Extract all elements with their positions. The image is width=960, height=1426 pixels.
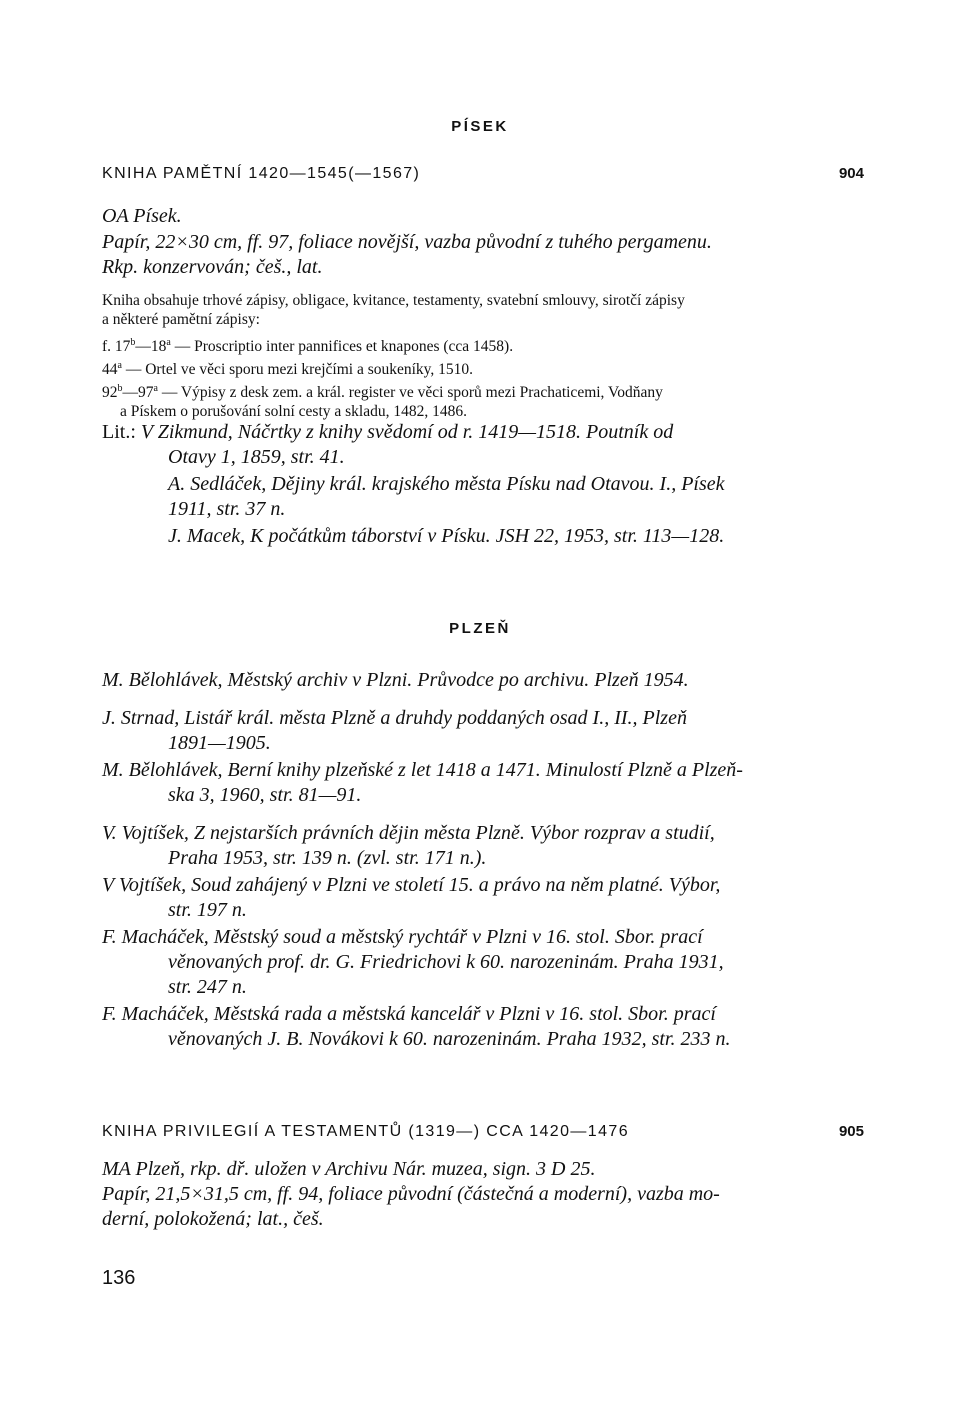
- section-title-plzen: PLZEŇ: [449, 620, 511, 637]
- bib-item-cont: 1891—1905.: [168, 732, 271, 754]
- entry-text: — Výpisy z desk zem. a král. register ve věci sporů mezi Prachaticemi, Vodňany: [157, 384, 663, 401]
- entry-row: [102, 356, 868, 379]
- bib-item-cont: věnovaných prof. dr. G. Friedrichovi k 60. narozeninám. Praha 1931,: [168, 951, 724, 973]
- literature-line-cont: Otavy 1, 1859, str. 41.: [168, 446, 345, 468]
- content-entries: [102, 333, 868, 421]
- entry-text: — Proscriptio inter pannifices et knapones (cca 1458).: [170, 338, 514, 355]
- literature-line: V Zikmund, Náčrtky z knihy svědomí od r. 1419—1518. Poutník od: [140, 421, 674, 443]
- record-title: KNIHA PRIVILEGIÍ A TESTAMENTŮ (1319—) CCA 1420—1476: [102, 1123, 629, 1140]
- entry-row-continuation: a Pískem o porušování solní cesty a skladu, 1482, 1486.: [120, 403, 467, 420]
- plzen-bibliography: [102, 668, 864, 1052]
- content-description: [102, 291, 868, 329]
- content-intro-line-2: a některé pamětní zápisy:: [102, 311, 260, 328]
- physical-description: Papír, 21,5×31,5 cm, ff. 94, foliace původní (částečná a moderní), vazba mo-: [102, 1183, 720, 1205]
- archive-location: OA Písek.: [102, 205, 182, 227]
- literature-line: J. Macek, K počátkům táborství v Písku. JSH 22, 1953, str. 113—128.: [168, 525, 725, 547]
- bib-item: J. Strnad, Listář král. města Plzně a druhdy poddaných osad I., II., Plzeň: [102, 707, 687, 729]
- bib-item: M. Bělohlávek, Berní knihy plzeňské z let 1418 a 1471. Minulostí Plzně a Plzeň-: [102, 759, 743, 781]
- entry-row: [102, 379, 868, 402]
- bib-item: V Vojtíšek, Soud zahájený v Plzni ve století 15. a právo na něm platné. Výbor,: [102, 874, 721, 896]
- entry-ref: 92$^b$—97$^a$: [102, 383, 158, 401]
- literature-line-cont: 1911, str. 37 n.: [168, 498, 286, 520]
- literature-block: [102, 420, 864, 549]
- record-number: 904: [838, 165, 864, 182]
- literature-line: A. Sedláček, Dějiny král. krajského města Písku nad Otavou. I., Písek: [168, 473, 725, 495]
- bib-item-cont: ska 3, 1960, str. 81—91.: [168, 784, 362, 806]
- record-title: KNIHA PAMĚTNÍ 1420—1545(—1567): [102, 165, 421, 182]
- bib-item: F. Macháček, Městská rada a městská kancelář v Plzni v 16. stol. Sbor. prací: [102, 1003, 716, 1025]
- binding-language: derní, polokožená; lat., češ.: [102, 1208, 324, 1230]
- physical-description: Papír, 22×30 cm, ff. 97, foliace novější, vazba původní z tuhého pergamenu.: [102, 231, 712, 253]
- bib-item-cont: str. 247 n.: [168, 976, 247, 998]
- bib-item: V. Vojtíšek, Z nejstarších právních dějin města Plzně. Výbor rozprav a studií,: [102, 822, 715, 844]
- entry-text: — Ortel ve věci sporu mezi krejčími a soukeníky, 1510.: [121, 361, 474, 378]
- record-number: 905: [838, 1123, 864, 1140]
- bib-item: M. Bělohlávek, Městský archiv v Plzni. Průvodce po archivu. Plzeň 1954.: [102, 669, 689, 691]
- record-heading-904: [102, 165, 864, 185]
- literature-label: Lit.:: [102, 421, 136, 443]
- entry-ref: f. 17$^b$—18$^a$: [102, 337, 171, 355]
- entry-ref: 44$^a$: [102, 360, 122, 378]
- section-title-pisek: PÍSEK: [451, 118, 509, 135]
- bib-item-cont: věnovaných J. B. Novákovi k 60. narozeninám. Praha 1932, str. 233 n.: [168, 1028, 731, 1050]
- literature-item: [102, 420, 864, 445]
- bib-item: F. Macháček, Městský soud a městský rychtář v Plzni v 16. stol. Sbor. prací: [102, 926, 703, 948]
- content-intro-line-1: Kniha obsahuje trhové zápisy, obligace, kvitance, testamenty, svatební smlouvy, sirotčí zápisy: [102, 292, 685, 309]
- bib-item-cont: Praha 1953, str. 139 n. (zvl. str. 171 n.).: [168, 847, 487, 869]
- archive-location: MA Plzeň, rkp. dř. uložen v Archivu Nár. muzea, sign. 3 D 25.: [102, 1158, 596, 1180]
- entry-row: [102, 333, 868, 356]
- bib-item-cont: str. 197 n.: [168, 899, 247, 921]
- record-heading-905: [102, 1123, 864, 1143]
- page-number: 136: [102, 1267, 136, 1289]
- conservation-language: Rkp. konzervován; češ., lat.: [102, 256, 323, 278]
